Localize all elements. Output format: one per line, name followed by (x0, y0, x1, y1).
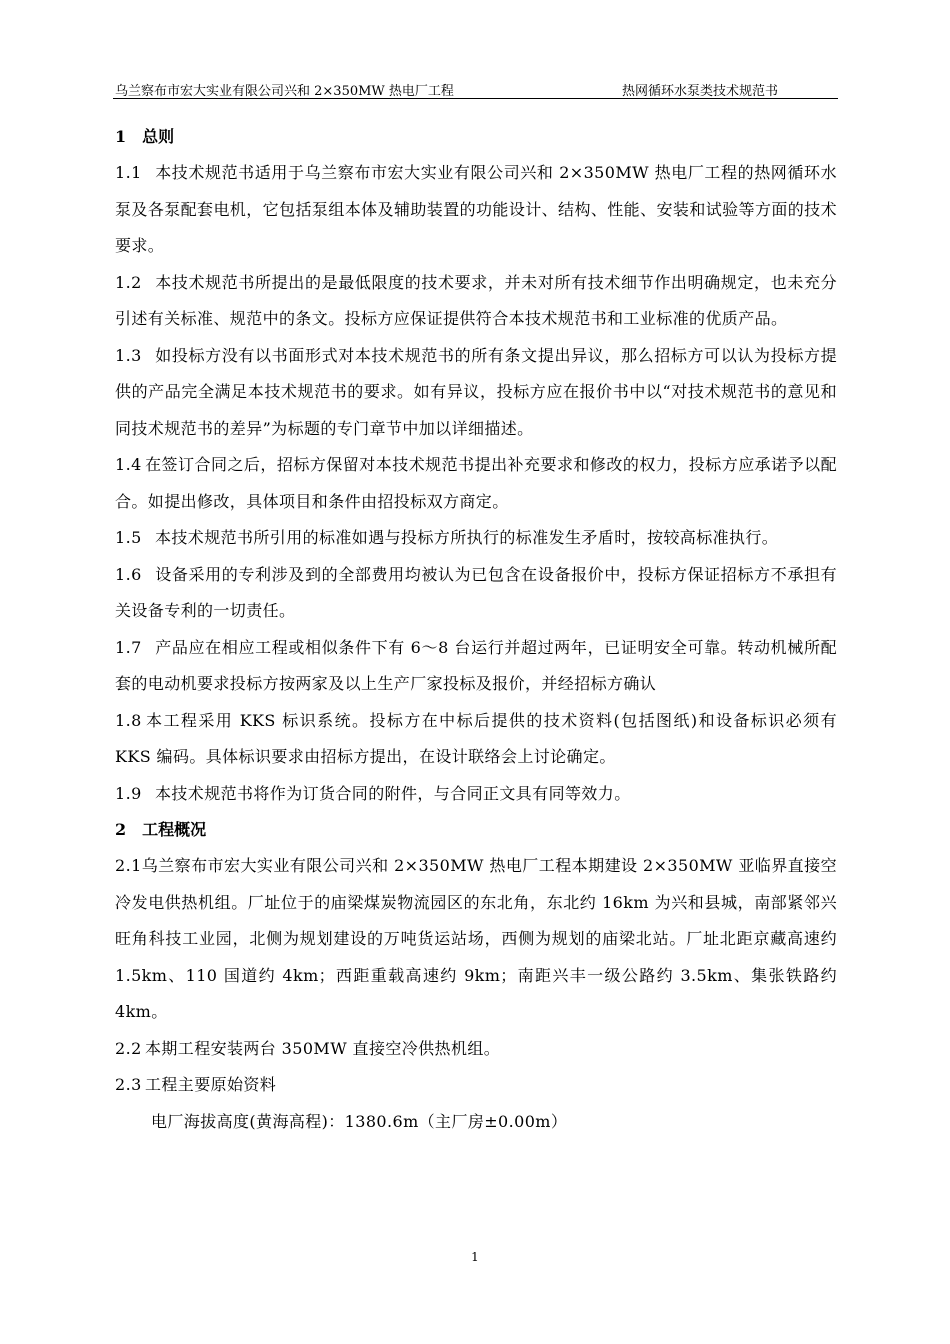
paragraph-number: 2.2 (115, 1038, 142, 1058)
paragraph-1-6 (115, 557, 837, 630)
paragraph-text: 在签订合同之后，招标方保留对本技术规范书提出补充要求和修改的权力，投标方应承诺予以配合。如提出修改，具体项目和条件由招投标双方商定。 (115, 455, 837, 511)
paragraph-text: 电厂海拔高度(黄海高程)：1380.6m（主厂房±0.00m） (151, 1111, 568, 1131)
paragraph-number: 1.3 (115, 345, 142, 365)
paragraph-1-7 (115, 630, 837, 703)
paragraph-number: 1.1 (115, 163, 142, 182)
paragraph-number: 2.1 (115, 856, 142, 875)
paragraph-text: 本工程采用 KKS 标识系统。投标方在中标后提供的技术资料(包括图纸)和设备标识必须有 KKS 编码。具体标识要求由招标方提出，在设计联络会上讨论确定。 (115, 710, 837, 766)
paragraph-text: 乌兰察布市宏大实业有限公司兴和 2×350MW 热电厂工程本期建设 2×350MW 亚临界直接空冷发电供热机组。厂址位于的庙梁煤炭物流园区的东北角，东北约 16km 为兴和县城，南部紧邻兴旺角科技工业园，北侧为规划建设的万吨货运站场，西侧为规划的庙梁北站。厂址北距京藏高速约 1.5km、110 国道约 4km；西距重载高速约 9km；南距兴丰一级公路约 3.5km、集张铁路约 4km。 (115, 856, 837, 1021)
paragraph-number: 1.9 (115, 783, 142, 803)
paragraph-2-3 (115, 1067, 837, 1104)
header-divider (113, 98, 838, 99)
header-document-title: 热网循环水泵类技术规范书 (622, 84, 779, 99)
paragraph-1-1 (115, 155, 837, 265)
paragraph-text: 本技术规范书将作为订货合同的附件，与合同正文具有同等效力。 (155, 783, 631, 803)
paragraph-number: 2.3 (115, 1075, 142, 1094)
paragraph-text: 本技术规范书所提出的是最低限度的技术要求，并未对所有技术细节作出明确规定，也未充分引述有关标准、规范中的条文。投标方应保证提供符合本技术规范书和工业标准的优质产品。 (115, 272, 837, 328)
paragraph-1-9 (115, 776, 837, 813)
paragraph-1-3 (115, 338, 837, 448)
paragraph-number: 1.7 (115, 637, 142, 657)
paragraph-text: 产品应在相应工程或相似条件下有 6～8 台运行并超过两年，已证明安全可靠。转动机械所配套的电动机要求投标方按两家及以上生产厂家投标及报价，并经招标方确认 (115, 637, 837, 693)
paragraph-1-8 (115, 703, 837, 776)
paragraph-number: 1.4 (115, 455, 142, 474)
paragraph-text: 本期工程安装两台 350MW 直接空冷供热机组。 (145, 1038, 501, 1058)
paragraph-text: 设备采用的专利涉及到的全部费用均被认为已包含在设备报价中，投标方保证招标方不承担有关设备专利的一切责任。 (115, 564, 837, 620)
paragraph-1-4 (115, 447, 837, 520)
paragraph-text: 工程主要原始资料 (145, 1075, 277, 1094)
section-heading-general: 1 总则 (115, 127, 175, 146)
paragraph-number: 1.5 (115, 528, 142, 547)
paragraph-2-2 (115, 1031, 837, 1068)
paragraph-text: 如投标方没有以书面形式对本技术规范书的所有条文提出异议，那么招标方可以认为投标方提供的产品完全满足本技术规范书的要求。如有异议，投标方应在报价书中以“对技术规范书的意见和同技术规范书的差异”为标题的专门章节中加以详细描述。 (115, 345, 837, 438)
paragraph-text: 本技术规范书适用于乌兰察布市宏大实业有限公司兴和 2×350MW 热电厂工程的热网循环水泵及各泵配套电机，它包括泵组本体及辅助装置的功能设计、结构、性能、安装和试验等方面的技术要求。 (115, 163, 837, 255)
paragraph-1-5 (115, 520, 837, 557)
paragraph-1-2 (115, 265, 837, 338)
section-heading-project-overview: 2 工程概况 (115, 820, 207, 839)
paragraph-number: 1.8 (115, 710, 142, 730)
document-body (115, 119, 837, 1140)
paragraph-text: 本技术规范书所引用的标准如遇与投标方所执行的标准发生矛盾时，按较高标准执行。 (155, 528, 779, 547)
paragraph-number: 1.6 (115, 564, 142, 584)
page-number: 1 (471, 1250, 479, 1264)
header-project-title: 乌兰察布市宏大实业有限公司兴和 2×350MW 热电厂工程 (115, 84, 454, 99)
paragraph-2-3-altitude (115, 1104, 837, 1141)
paragraph-2-1 (115, 848, 837, 1031)
paragraph-number: 1.2 (115, 272, 142, 292)
